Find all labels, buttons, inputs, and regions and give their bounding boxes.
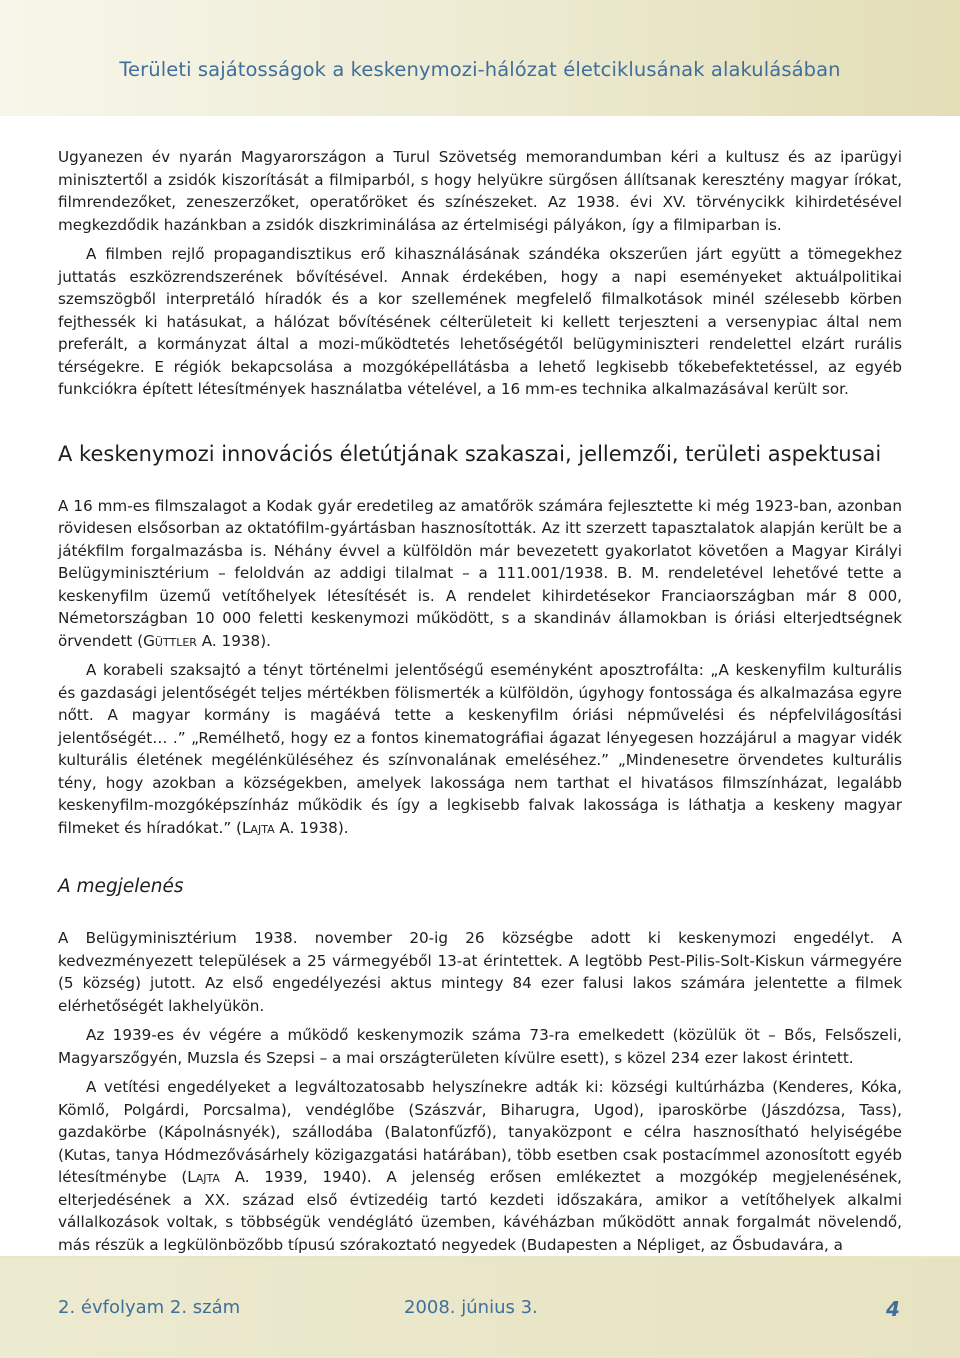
paragraph-4: A korabeli szaksajtó a tényt történelmi jelentőségű eseményként aposztrofálta: „A keskenyfilm kulturális és gazdasági jelentőségét teljes mértékben fölismerték a külföldön, úgyhogy fontossága és alkalmazása egyre nőtt. A magyar kormány is magáévá tette a keskenyfilm óriási népművelési és népfelvilágosítási jelentőségét… .” „Remélhető, hogy ez a fontos kinematográfiai ágazat lényegesen hozzájárul a magyar vidék kulturális életének megélénküléséhez és színvonalának emeléséhez.” „Mindenesetre örvendetes kulturális tény, hogy azokban a községekben, amelyek lakossága nem tarthat el hivatásos filmszínházat, legalább keskenyfilm-mozgóképszínház működik és így a legkisebb falvak lakossága is láthatja a keskeny magyar filmeket és híradókat.” (Lajta A. 1938). [58, 661, 902, 837]
footer-issue: 2. évfolyam 2. szám [58, 1297, 241, 1318]
citation-author: Lajta [241, 818, 275, 837]
page-number: 4 [886, 1297, 900, 1321]
article-content [58, 146, 902, 1263]
paragraph-5: A Belügyminisztérium 1938. november 20-ig 26 községbe adott ki keskenymozi engedélyt. A kedvezményezett települések a 25 vármegyéből 13-at érintettek. A legtöbb Pest-Pilis-Solt-Kiskun vármegyére (5 község) jutott. Az első engedélyezési aktus mintegy 84 ezer falusi lakos számára jelentette a filmek elérhetőségét lakhelyükön. [58, 929, 902, 1015]
footer-date: 2008. június 3. [404, 1297, 538, 1318]
paragraph-1: Ugyanezen év nyarán Magyarországon a Turul Szövetség memorandumban kéri a kultusz és az iparügyi minisztertől a zsidók kiszorítását a filmiparból, s hogy helyükre sürgősen állítsanak keresztény magyar írókat, filmrendezőket, zeneszerzőket, operatőröket és színészeket. Az 1938. évi XV. törvénycikk kihirdetésével megkezdődik hazánkban a zsidók diszkriminálása az értelmiségi pályákon, így a filmiparban is. [58, 148, 902, 234]
citation-author: Güttler [143, 631, 197, 650]
citation-author: Lajta [187, 1168, 220, 1186]
paragraph-2: A filmben rejlő propagandisztikus erő kihasználásának szándéka okszerűen járt együtt a tömegekhez juttatás eszközrendszerének bővítésével. Annak érdekében, hogy a napi eseményeket aktuálpolitikai szemszögből interpretáló híradók és a kor szellemének megfelelő filmalkotások minél szélesebb körben fejthessék ki hatásukat, a hálózat bővítésének célterületeit ki kellett terjeszteni a versenypiac által nem preferált, a kormányzat által a mozi-működtetés lehetőségétől belügyminiszteri rendelettel elzárt rurális térségekre. E régiók bekapcsolása a mozgóképellátásba a lehető legkisebb tőkebefektetéssel, az egyéb funkciókra épített létesítmények használatba vételével, a 16 mm-es technika alkalmazásával került sor. [58, 245, 902, 398]
running-header: Területi sajátosságok a keskenymozi-hálózat életciklusának alakulásában [119, 58, 841, 81]
subsection-heading: A megjelenés [58, 876, 184, 897]
paragraph-7: A vetítési engedélyeket a legváltozatosabb helyszínekre adták ki: községi kultúrházba (Kenderes, Kóka, Kömlő, Polgárdi, Porcsalma), vendéglőbe (Szászvár, Biharugra, Ugod), iparoskörbe (Jászdózsa, Tass), gazdakörbe (Kápolnásnyék), szállodába (Balatonfűzfő), tanyaközpont e célra hasznosítható helyiségébe (Kutas, tanya Hódmezővásárhely közigazgatási határában), több esetben csak postacímmel azonosított egyéb létesítménybe (Lajta A. 1939, 1940). A jelenség erősen emlékeztet a mozgókép megjelenésének, elterjedésének a XX. század első évtizedéig tartó kezdeti időszakára, amikor a vetítőhelyek alkalmi vállalkozások voltak, s többségük vendéglátó üzemben, kávéházban működött annak forgalmát növelendő, más részük a legkülönbözőbb típusú szórakoztató negyedek (Budapesten a Népliget, az Ősbudavára, a [58, 1078, 902, 1254]
paragraph-6: Az 1939-es év végére a működő keskenymozik száma 73-ra emelkedett (közülük öt – Bős, Felsőszeli, Magyarszőgyén, Muzsla és Szepsi – a mai országterületen kívülre esett), s közel 234 ezer lakost érintett. [58, 1026, 902, 1067]
section-heading: A keskenymozi innovációs életútjának szakaszai, jellemzői, területi aspektusai [58, 441, 882, 466]
paragraph-3: A 16 mm-es filmszalagot a Kodak gyár eredetileg az amatőrök számára fejlesztette ki még 1923-ban, azonban rövidesen elsősorban az oktatófilm-gyártásban hasznosították. Az itt szerzett tapasztalatok alapján került be a játékfilm forgalmazásba is. Néhány évvel a külföldön már bevezetett gyakorlatot követően a Magyar Királyi Belügyminisztérium – feloldván az addigi tilalmat – a 111.001/1938. B. M. rendeletével lehetővé tette a keskenyfilm üzemű vetítőhelyek létesítését is. A rendelet kihirdetésekor Franciaországban már 8 000, Németországban 10 000 feletti keskenymozi működött, s a skandináv államokban is óriási elterjedtségnek örvendett (Güttler A. 1938). [58, 496, 902, 650]
